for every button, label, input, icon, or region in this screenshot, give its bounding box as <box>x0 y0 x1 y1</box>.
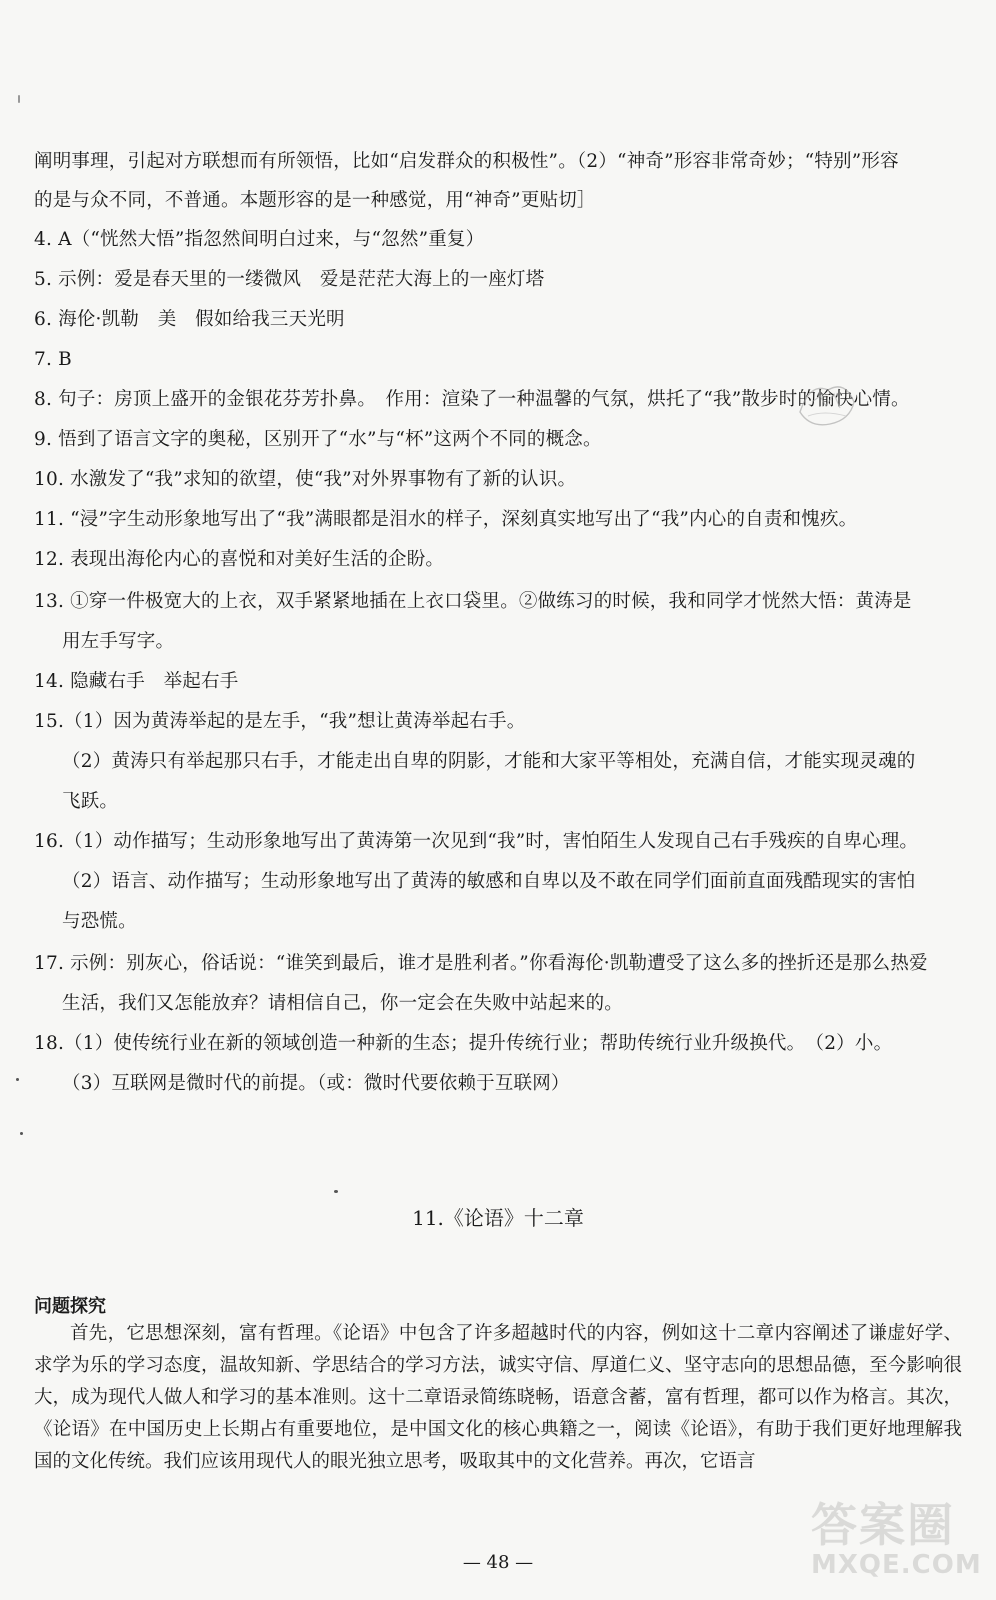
answer-15-2-cont: 飞跃。 <box>62 791 119 812</box>
answer-14: 14. 隐藏右手 举起右手 <box>34 671 239 692</box>
watermark-logo <box>811 1498 982 1590</box>
answer-6: 6. 海伦·凯勒 美 假如给我三天光明 <box>34 309 345 330</box>
answer-13: 13. ①穿一件极宽大的上衣，双手紧紧地插在上衣口袋里。②做练习的时候，我和同学才恍然大悟：黄涛是 <box>34 591 912 612</box>
answer-15-2: （2）黄涛只有举起那只右手，才能走出自卑的阴影，才能和大家平等相处，充满自信，才能实现灵魂的 <box>62 751 916 772</box>
scan-speck <box>334 1190 338 1193</box>
scan-speck <box>16 1078 19 1081</box>
answer-7: 7. B <box>34 349 72 370</box>
section-title: 11.《论语》十二章 <box>412 1206 584 1230</box>
answer-10: 10. 水激发了“我”求知的欲望，使“我”对外界事物有了新的认识。 <box>34 469 577 490</box>
answer-16-2: （2）语言、动作描写；生动形象地写出了黄涛的敏感和自卑以及不敢在同学们面前直面残酷现实的害怕 <box>62 871 916 892</box>
answer-15-1: 15.（1）因为黄涛举起的是左手，“我”想让黄涛举起右手。 <box>34 711 526 732</box>
answer-4: 4. A（“恍然大悟”指忽然间明白过来，与“忽然”重复） <box>34 229 485 250</box>
subsection-title: 问题探究 <box>34 1296 106 1317</box>
answer-16-1: 16.（1）动作描写；生动形象地写出了黄涛第一次见到“我”时，害怕陌生人发现自己右手残疾的自卑心理。 <box>34 831 919 852</box>
answer-9: 9. 悟到了语言文字的奥秘，区别开了“水”与“杯”这两个不同的概念。 <box>34 429 602 450</box>
page-number: — 48 — <box>462 1552 534 1573</box>
answer-5: 5. 示例：爱是春天里的一缕微风 爱是茫茫大海上的一座灯塔 <box>34 269 545 290</box>
body-paragraph: 首先，它思想深刻，富有哲理。《论语》中包含了许多超越时代的内容，例如这十二章内容阐述了谦虚好学、求学为乐的学习态度，温故知新、学思结合的学习方法，诚实守信、厚道仁义、坚守志向的思想品德，至今影响很大，成为现代人做人和学习的基本准则。这十二章语录简练晓畅，语意含蓄，富有哲理，都可以作为格言。其次，《论语》在中国历史上长期占有重要地位，是中国文化的核心典籍之一，阅读《论语》，有助于我们更好地理解我国的文化传统。我们应该用现代人的眼光独立思考，吸取其中的文化营养。再次，它语言 <box>34 1323 962 1472</box>
stamp-mark-icon <box>790 372 864 432</box>
answer-17-cont: 生活，我们又怎能放弃？请相信自己，你一定会在失败中站起来的。 <box>62 993 624 1014</box>
answer-18-3: （3）互联网是微时代的前提。（或：微时代要依赖于互联网） <box>62 1073 570 1094</box>
answer-line: 的是与众不同，不普通。本题形容的是一种感觉，用“神奇”更贴切］ <box>34 190 596 211</box>
scan-speck <box>18 95 20 103</box>
answer-12: 12. 表现出海伦内心的喜悦和对美好生活的企盼。 <box>34 549 445 570</box>
answer-17: 17. 示例：别灰心，俗话说：“谁笑到最后，谁才是胜利者。”你看海伦·凯勒遭受了这么多的挫折还是那么热爱 <box>34 953 928 974</box>
answer-8: 8. 句子：房顶上盛开的金银花芬芳扑鼻。 作用：渲染了一种温馨的气氛，烘托了“我”散步时的愉快心情。 <box>34 389 910 410</box>
scan-speck <box>20 1132 23 1135</box>
watermark-main: 答案圈 <box>811 1498 955 1552</box>
answer-13-cont: 用左手写字。 <box>62 631 175 652</box>
answer-18-1: 18.（1）使传统行业在新的领域创造一种新的生态；提升传统行业；帮助传统行业升级换代。 （2）小。 <box>34 1033 893 1054</box>
answer-11: 11. “浸”字生动形象地写出了“我”满眼都是泪水的样子，深刻真实地写出了“我”内心的自责和愧疚。 <box>34 509 858 530</box>
answer-16-2-cont: 与恐慌。 <box>62 911 137 932</box>
watermark-sub: MXQE.COM <box>811 1550 982 1580</box>
answer-line: 阐明事理，引起对方联想而有所领悟，比如“启发群众的积极性”。（2）“神奇”形容非常奇妙；“特别”形容 <box>34 151 899 172</box>
